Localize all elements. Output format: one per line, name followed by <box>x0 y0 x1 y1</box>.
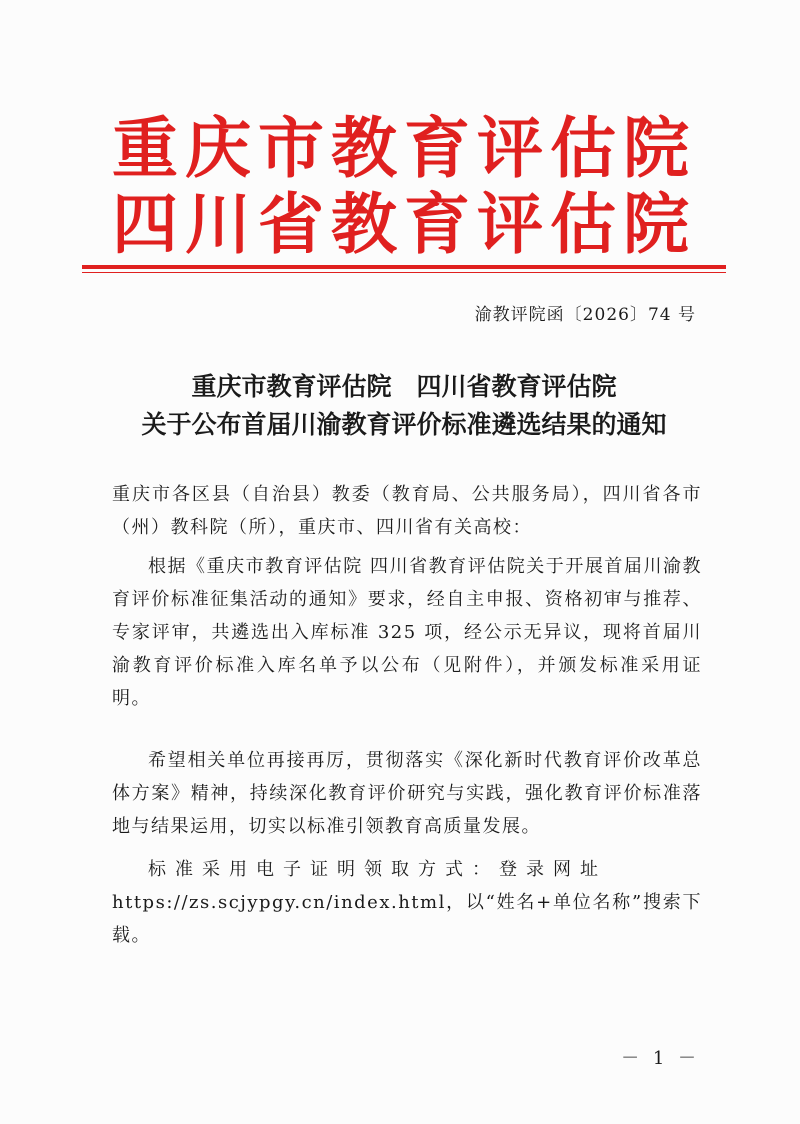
letterhead-issuer-sichuan: 四川省教育评估院 <box>112 185 696 263</box>
access-note-line-2: https://zs.scjypgy.cn/index.html，以“姓名+单位名称”搜索下载。 <box>112 892 702 946</box>
document-title-line-2: 关于公布首届川渝教育评价标准遴选结果的通知 <box>141 410 667 439</box>
letterhead-red-rule <box>82 265 726 269</box>
document-title-line-1: 重庆市教育评估院 四川省教育评估院 <box>191 372 617 401</box>
body-paragraph-2 <box>112 744 702 843</box>
paragraph-text: 希望相关单位再接再厉，贯彻落实《深化新时代教育评价改革总体方案》精神，持续深化教育评价研究与实践，强化教育评价标准落地与结果运用，切实以标准引领教育高质量发展。 <box>112 750 702 837</box>
access-note-line-1: 标准采用电子证明领取方式：登录网址 <box>148 859 607 880</box>
salutation <box>112 478 702 544</box>
paragraph-text: 根据《重庆市教育评估院 四川省教育评估院关于开展首届川渝教育评价标准征集活动的通知》要求，经自主申报、资格初审与推荐、专家评审，共遴选出入库标准 325 项，经公示无异议，现将首届川渝教育评价标准入库名单予以公布（见附件），并颁发标准采用证明。 <box>112 556 703 709</box>
page-number: － 1 － <box>621 1048 700 1069</box>
body-paragraph-1 <box>112 550 702 715</box>
letterhead-red-rule-thin <box>82 272 726 273</box>
document-number: 渝教评院函〔2026〕74 号 <box>474 305 696 325</box>
access-note <box>112 853 702 952</box>
letterhead-issuer-chongqing: 重庆市教育评估院 <box>112 109 696 187</box>
salutation-text: 重庆市各区县（自治县）教委（教育局、公共服务局），四川省各市（州）教科院（所），重庆市、四川省有关高校： <box>112 484 702 538</box>
